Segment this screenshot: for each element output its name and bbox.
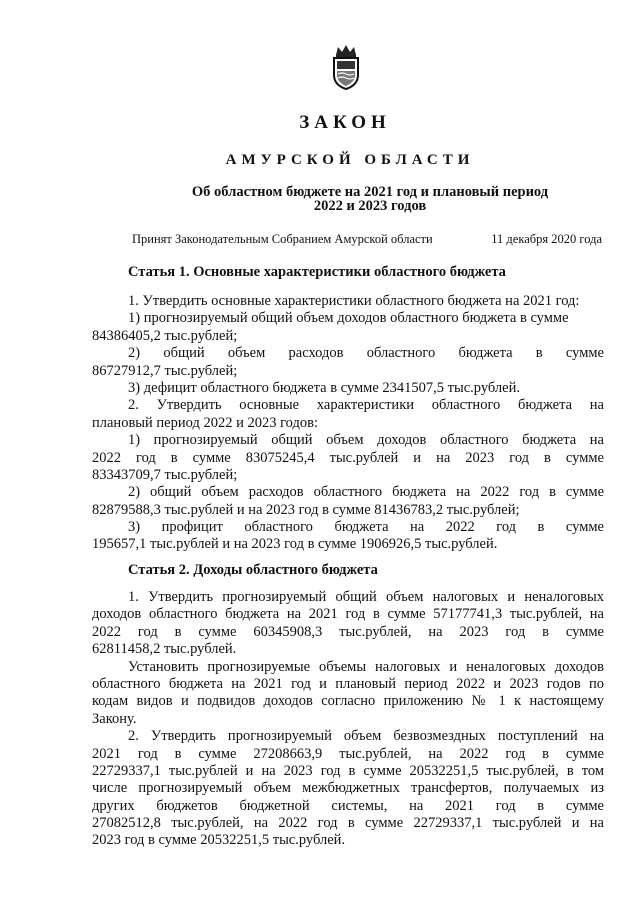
- paragraph-line: 22729337,1 тыс.рублей и на 2023 год в сумме 20532251,5 тыс.рублей, в том: [92, 762, 604, 779]
- coat-of-arms-icon: [328, 43, 364, 91]
- paragraph-line: 2) общий объем расходов областного бюджета на 2022 год в сумме: [128, 484, 604, 501]
- paragraph-line: 82879588,3 тыс.рублей и на 2023 год в сумме 81436783,2 тыс.рублей;: [92, 501, 520, 518]
- paragraph-line: 2021 год в сумме 27208663,9 тыс.рублей, на 2022 год в сумме: [92, 745, 604, 762]
- paragraph-line: 3) дефицит областного бюджета в сумме 2341507,5 тыс.рублей.: [128, 379, 520, 396]
- paragraph-line: плановый период 2022 и 2023 годов:: [92, 414, 319, 431]
- paragraph-line: 2) общий объем расходов областного бюджета в сумме: [128, 345, 604, 362]
- article-2: [92, 562, 604, 579]
- paragraph-line: областного бюджета на 2021 год и плановый период 2022 и 2023 годов по: [92, 675, 604, 692]
- paragraph-line: других бюджетов бюджетной системы, на 2021 год в сумме: [92, 797, 604, 814]
- region-title: АМУРСКОЙ ОБЛАСТИ: [225, 152, 475, 168]
- paragraph-line: 62811458,2 тыс.рублей.: [92, 641, 237, 658]
- article-1-heading: Статья 1. Основные характеристики областного бюджета: [128, 264, 506, 280]
- paragraph-line: 27082512,8 тыс.рублей, на 2022 год в сумме 22729337,1 тыс.рублей и на: [92, 815, 604, 832]
- paragraph-line: 2023 год в сумме 20532251,5 тыс.рублей.: [92, 832, 346, 849]
- law-subject: Об областном бюджете на 2021 год и плановый период 2022 и 2023 годов: [191, 184, 549, 214]
- paragraph-line: 2. Утвердить основные характеристики областного бюджета на: [128, 397, 604, 414]
- paragraph-line: 1. Утвердить прогнозируемый общий объем налоговых и неналоговых: [128, 589, 604, 605]
- paragraph-line: 2022 год в сумме 83075245,4 тыс.рублей и на 2023 год в сумме: [92, 449, 604, 466]
- paragraph-line: Закону.: [92, 710, 137, 727]
- paragraph-line: 1) прогнозируемый общий объем доходов областного бюджета в сумме: [128, 310, 569, 327]
- paragraph-line: 3) профицит областного бюджета на 2022 год в сумме: [128, 519, 604, 536]
- paragraph-line: кодам видов и подвидов доходов согласно приложению № 1 к настоящему: [92, 693, 604, 710]
- adoption-line: [132, 232, 602, 247]
- adopted-by-text: Принят Законодательным Собранием Амурской области: [132, 232, 433, 246]
- paragraph-line: 1. Утвердить основные характеристики областного бюджета на 2021 год:: [128, 293, 580, 309]
- paragraph-line: 83343709,7 тыс.рублей;: [92, 466, 238, 483]
- paragraph-line: 2. Утвердить прогнозируемый объем безвозмездных поступлений на: [128, 728, 604, 745]
- paragraph-line: числе прогнозируемый объем межбюджетных трансфертов, получаемых из: [92, 780, 604, 797]
- adoption-date: 11 декабря 2020 года: [491, 232, 602, 246]
- article-1-body: [92, 293, 604, 554]
- paragraph-line: 2022 год в сумме 60345908,3 тыс.рублей, на 2023 год в сумме: [92, 623, 604, 640]
- paragraph-line: доходов областного бюджета на 2021 год в сумме 57177741,3 тыс.рублей, на: [92, 606, 604, 623]
- article-2-body: [92, 589, 604, 850]
- paragraph-line: 84386405,2 тыс.рублей;: [92, 327, 238, 344]
- article-2-heading: Статья 2. Доходы областного бюджета: [128, 562, 378, 578]
- paragraph-line: 86727912,7 тыс.рублей;: [92, 362, 238, 379]
- paragraph-line: 1) прогнозируемый общий объем доходов областного бюджета на: [128, 432, 604, 449]
- paragraph-line: 195657,1 тыс.рублей и на 2023 год в сумме 1906926,5 тыс.рублей.: [92, 536, 498, 553]
- article-1: [92, 264, 604, 281]
- law-title: ЗАКОН: [299, 112, 391, 133]
- paragraph-line: Установить прогнозируемые объемы налоговых и неналоговых доходов: [128, 658, 604, 675]
